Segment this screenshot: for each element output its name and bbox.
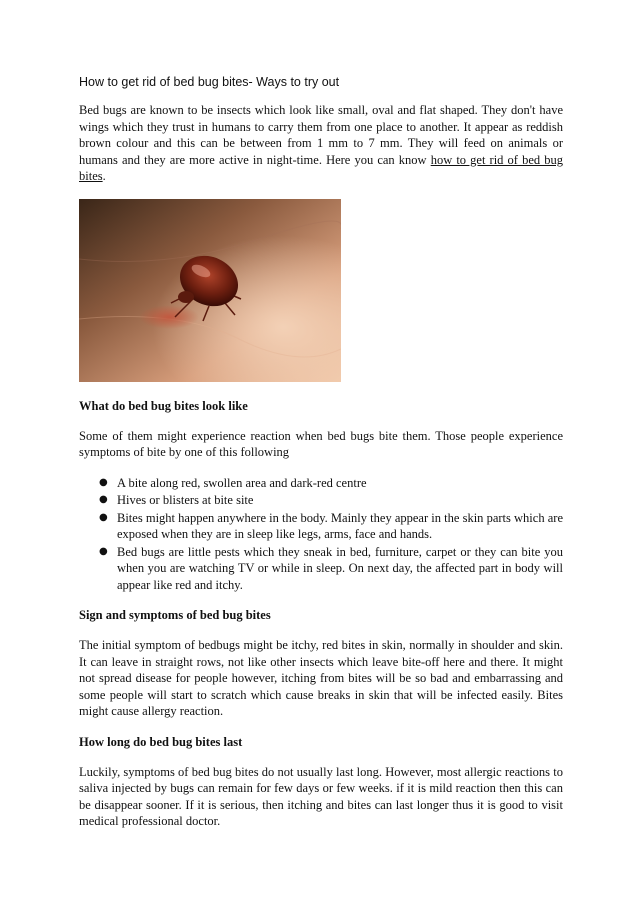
- list-item-text: A bite along red, swollen area and dark-red centre: [117, 475, 367, 490]
- list-item: [99, 492, 563, 509]
- bullet-icon: ●: [99, 545, 108, 557]
- document-page: [79, 74, 563, 844]
- section-heading-symptoms: Sign and symptoms of bed bug bites: [79, 608, 271, 622]
- document-title: How to get rid of bed bug bites- Ways to try out: [79, 75, 340, 89]
- section-heading-appearance: What do bed bug bites look like: [79, 398, 248, 413]
- bullet-icon: ●: [99, 511, 108, 523]
- intro-end: .: [102, 169, 106, 183]
- section-paragraph-appearance: Some of them might experience reaction when bed bugs bite them. Those people experience symptoms of bite by one of this following: [79, 428, 563, 459]
- intro-paragraph: [79, 102, 563, 185]
- intro-text: Bed bugs are known to be insects which look like small, oval and flat shaped. They don't have wings which they trust in humans to carry them from one place to another. It appear as reddish brown colour and this can be between from 1 mm to 7 mm. They will feed on animals or humans and they are more active in night-time. Here you can know: [79, 103, 563, 167]
- section-heading-duration: How long do bed bug bites last: [79, 734, 243, 749]
- bullet-icon: ●: [99, 494, 108, 505]
- list-item-text: Bites might happen anywhere in the body. Mainly they appear in the skin parts which are exposed when they are in sleep like legs, arms, face and hands.: [117, 510, 563, 541]
- bullet-icon: ●: [99, 476, 108, 488]
- list-item: [99, 510, 563, 543]
- list-item: [99, 475, 563, 492]
- symptom-list: [79, 475, 563, 594]
- bed-bug-bites-link[interactable]: how to get rid of bed bug bites: [79, 152, 563, 183]
- section-paragraph-symptoms: The initial symptom of bedbugs might be itchy, red bites in skin, normally in shoulder and skin. It can leave in straight rows, not like other insects which leave bite-off here and there. It might not spread disease for people however, itching from bites will be so bad and embarrassing and some people will start to scratch which cause breaks in skin that will be infected easily. Bites might cause allergy reaction.: [79, 638, 563, 718]
- list-item: [99, 544, 563, 594]
- list-item-text: Bed bugs are little pests which they sneak in bed, furniture, carpet or they can bite you when you are watching TV or while in sleep. On next day, the affected part in body will appear like red and itchy.: [117, 544, 563, 592]
- bed-bug-photo: [79, 199, 341, 382]
- section-paragraph-duration: Luckily, symptoms of bed bug bites do not usually last long. However, most allergic reactions to saliva injected by bugs can remain for few days or few weeks. if it is mild reaction then this can be disappear sooner. If it is serious, then itching and bites can last longer thus it is good to visit medical professional doctor.: [79, 764, 563, 828]
- list-item-text: Hives or blisters at bite site: [117, 493, 254, 507]
